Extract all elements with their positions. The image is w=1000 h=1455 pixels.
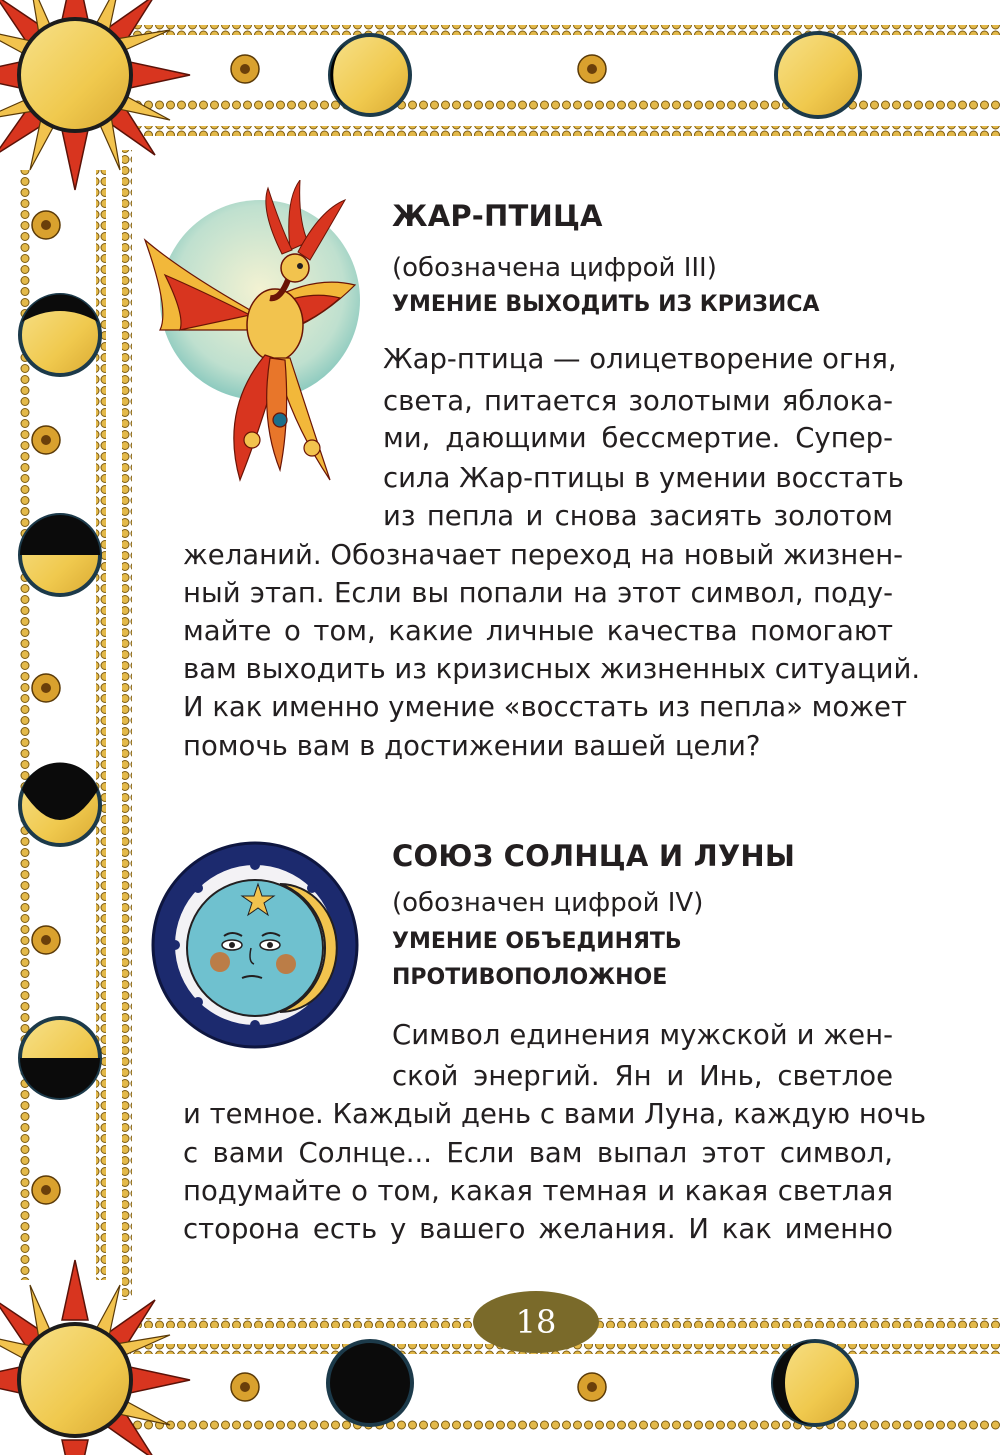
section-title-firebird: ЖАР-ПТИЦА — [392, 199, 603, 233]
page-number: 18 — [515, 1303, 557, 1341]
sun-moon-illustration — [150, 840, 360, 1050]
section-skill-firebird: УМЕНИЕ ВЫХОДИТЬ ИЗ КРИЗИСА — [392, 292, 820, 317]
body-line: и темное. Каждый день с вами Луна, каждую ночь — [183, 1098, 927, 1130]
body-line: ми, дающими бессмертие. Супер- — [383, 422, 893, 454]
section-skill-sun-moon-line2: ПРОТИВОПОЛОЖНОЕ — [392, 965, 668, 990]
body-line: сторона есть у вашего желания. И как именно — [183, 1213, 893, 1245]
section-subtitle-firebird: (обозначена цифрой III) — [392, 253, 717, 283]
section-subtitle-sun-moon: (обозначен цифрой IV) — [392, 888, 704, 918]
body-line: Символ единения мужской и жен- — [392, 1019, 893, 1051]
body-line: Жар-птица — олицетворение огня, — [383, 343, 897, 375]
body-line: с вами Солнце... Если вам выпал этот символ, — [183, 1137, 893, 1169]
body-line: сила Жар-птицы в умении восстать — [383, 462, 904, 494]
section-title-sun-moon: СОЮЗ СОЛНЦА И ЛУНЫ — [392, 839, 796, 873]
body-line: майте о том, какие личные качества помогают — [183, 615, 893, 647]
body-line: света, питается золотыми яблока- — [383, 385, 893, 417]
page-number-badge — [472, 1290, 600, 1354]
left-moon-phases — [20, 294, 100, 1098]
body-line: И как именно умение «восстать из пепла» может — [183, 691, 907, 723]
body-line: из пепла и снова засиять золотом — [383, 500, 893, 532]
body-line: подумайте о том, какая темная и какая светлая — [183, 1175, 893, 1207]
body-line: помочь вам в достижении вашей цели? — [183, 730, 761, 762]
body-line: ный этап. Если вы попали на этот символ, поду- — [183, 577, 893, 609]
top-bead-chain — [130, 25, 1000, 136]
firebird-illustration — [140, 180, 370, 490]
section-skill-sun-moon-line1: УМЕНИЕ ОБЪЕДИНЯТЬ — [392, 929, 682, 954]
body-line: вам выходить из кризисных жизненных ситуаций. — [183, 653, 921, 685]
body-line: ской энергий. Ян и Инь, светлое — [392, 1060, 893, 1092]
body-line: желаний. Обозначает переход на новый жизнен- — [183, 539, 904, 571]
